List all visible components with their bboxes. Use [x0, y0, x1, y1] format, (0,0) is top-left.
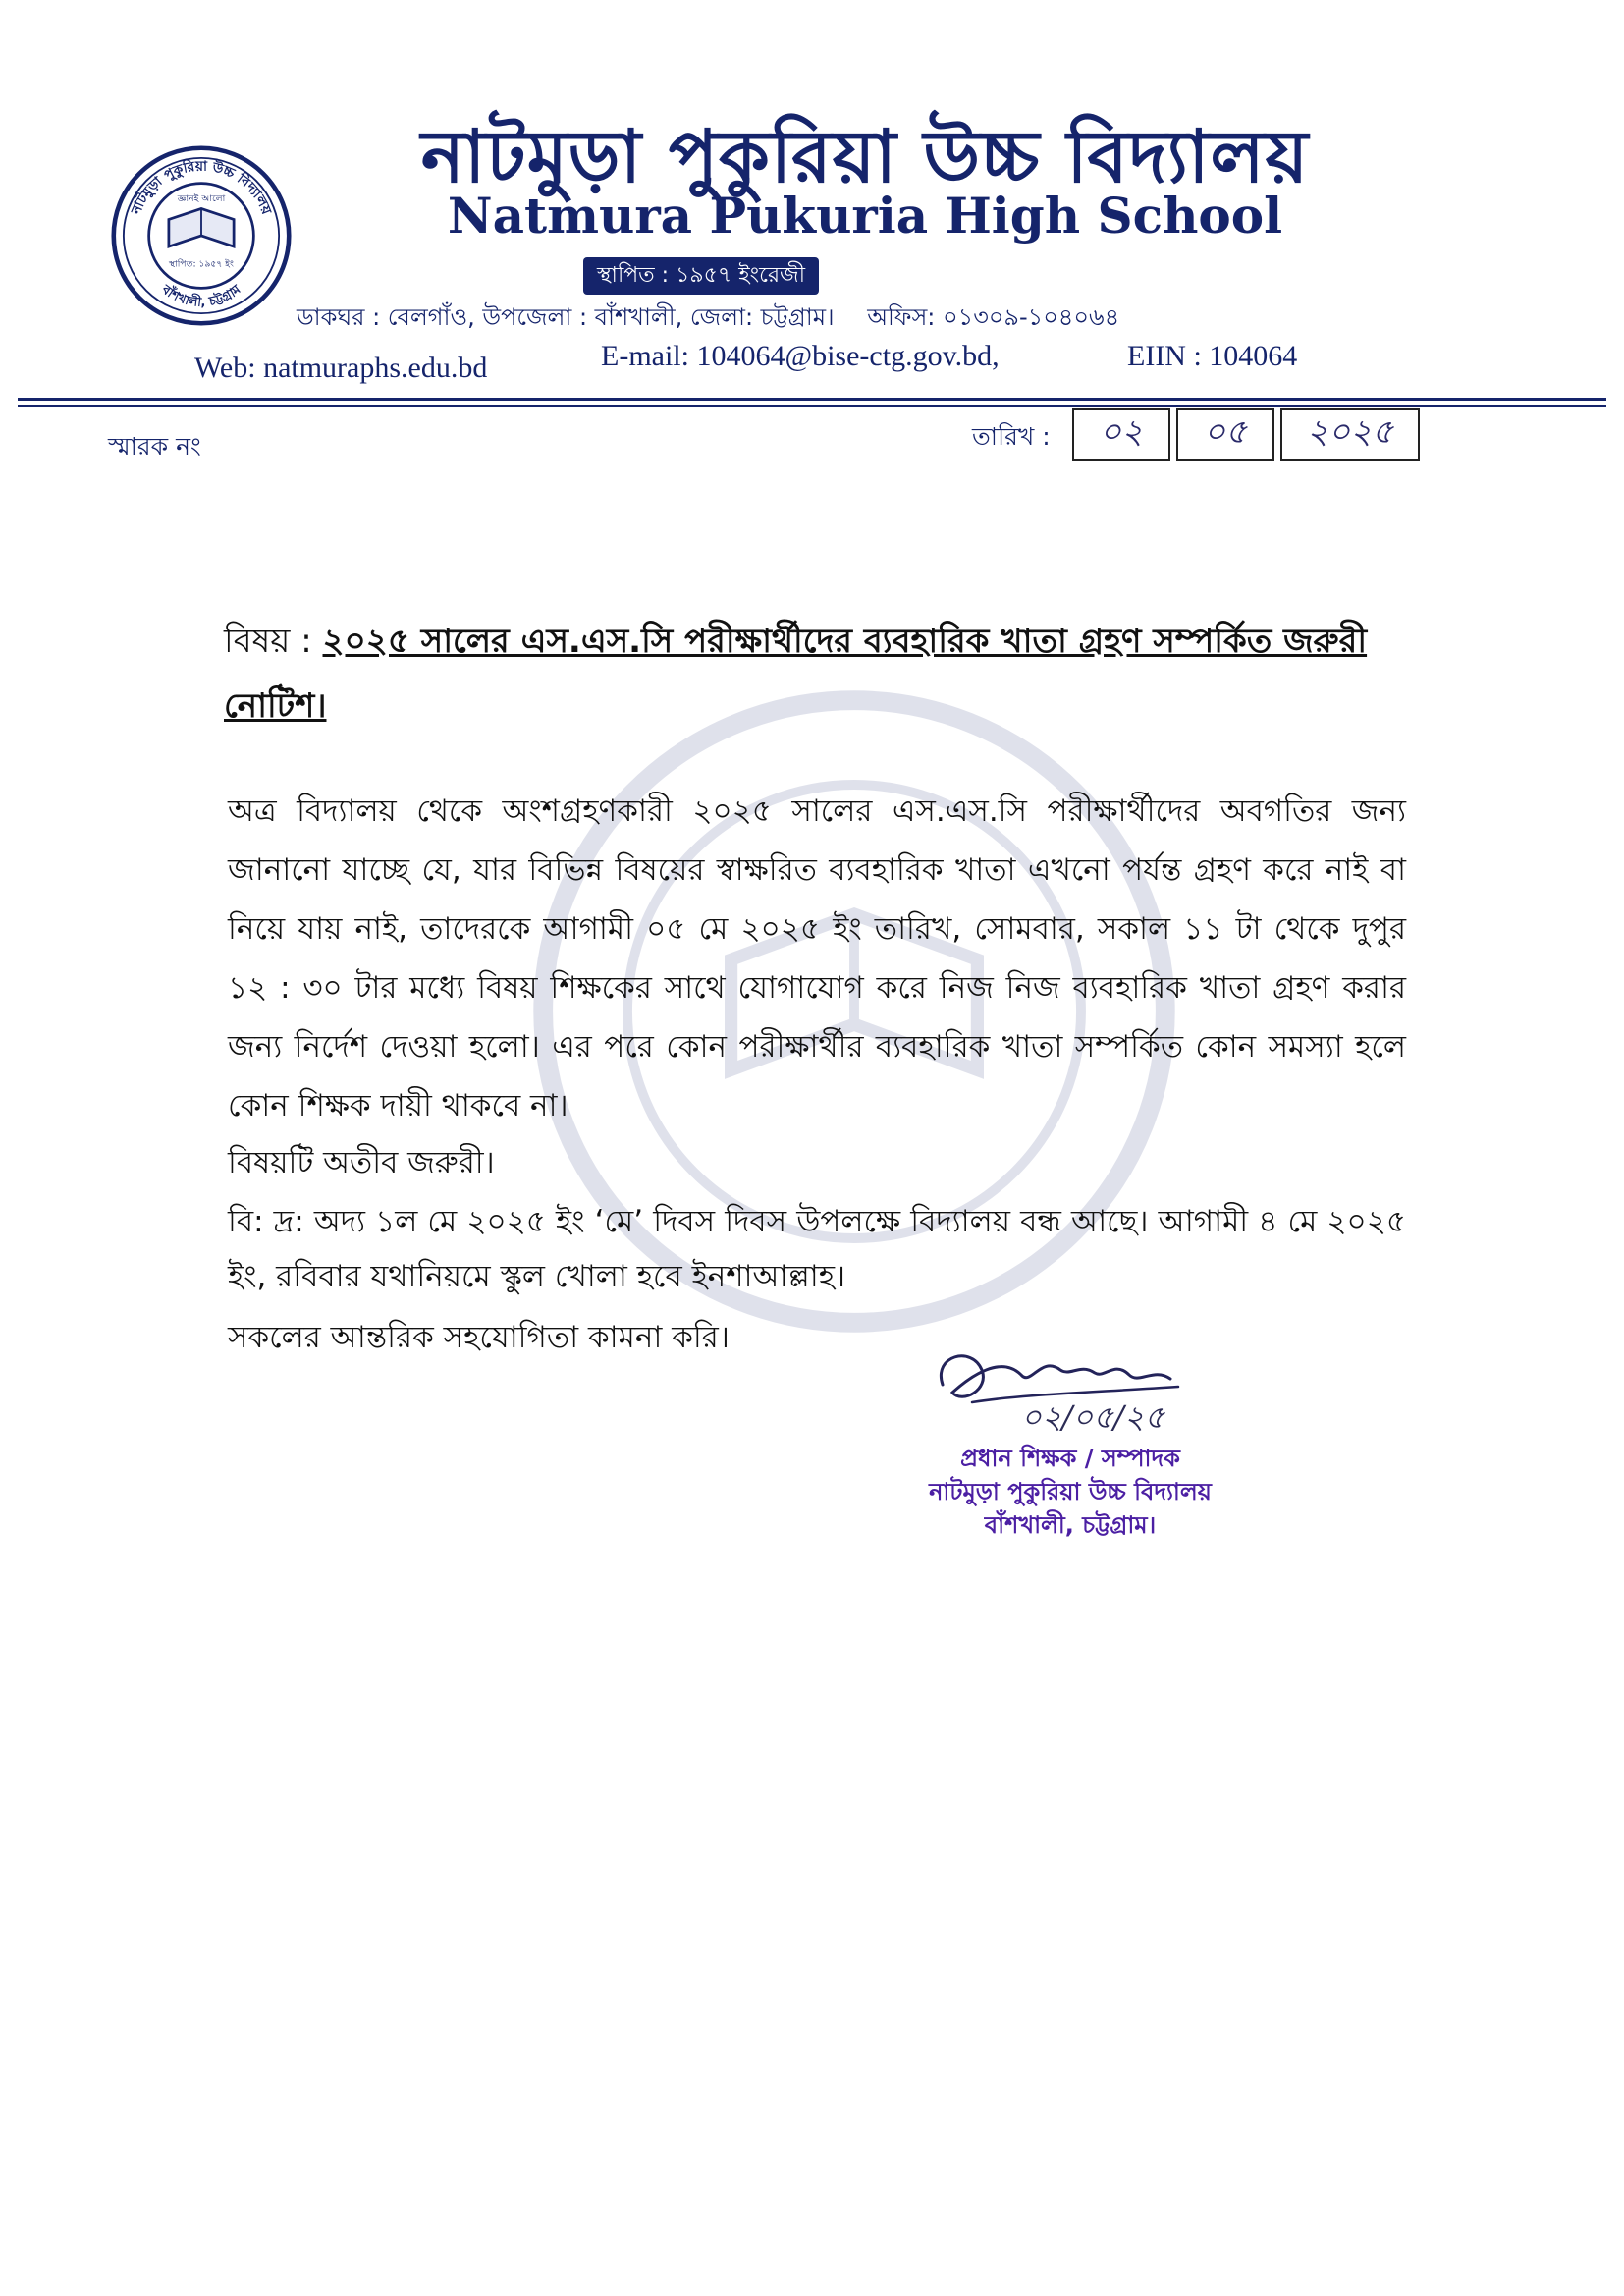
- stamp-school: নাটমুড়া পুকুরিয়া উচ্চ বিদ্যালয়: [929, 1478, 1212, 1505]
- subject-label: বিষয় :: [224, 622, 312, 661]
- notice-body: অত্র বিদ্যালয় থেকে অংশগ্রহণকারী ২০২৫ সালের এস.এস.সি পরীক্ষার্থীদের অবগতির জন্য জানানো যাচ্ছে যে, যার বিভিন্ন বিষয়ের স্বাক্ষরিত ব্যবহারিক খাতা এখনো পর্যন্ত গ্রহণ করে নাই বা নিয়ে যায় নাই, তাদেরকে আগামী ০৫ মে ২০২৫ ইং তারিখ, সোমবার, সকাল ১১ টা থেকে দুপুর ১২ : ৩০ টার মধ্যে বিষয় শিক্ষকের সাথে যোগাযোগ করে নিজ নিজ ব্যবহারিক খাতা গ্রহণ করার জন্য নির্দেশ দেওয়া হলো। এর পরে কোন পরীক্ষার্থীর ব্যবহারিক খাতা সম্পর্কিত কোন সমস্যা হলে কোন শিক্ষক দায়ী থাকবে না।: [228, 793, 1406, 1123]
- date-day: ০২: [1072, 408, 1170, 461]
- stamp-designation: প্রধান শিক্ষক / সম্পাদক: [960, 1445, 1180, 1472]
- subject-text: ২০২৫ সালের এস.এস.সি পরীক্ষার্থীদের ব্যবহারিক খাতা গ্রহণ সম্পর্কিত জরুরী নোটিশ।: [224, 622, 1368, 726]
- school-name-bangla: নাটমুড়া পুকুরিয়া উচ্চ বিদ্যালয়: [420, 115, 1310, 199]
- official-stamp: [884, 1442, 1257, 1542]
- logo-text-bottom: বাঁশখালী, চট্টগ্রাম: [158, 282, 244, 311]
- address-line: [297, 300, 1119, 339]
- stamp-location: বাঁশখালী, চট্টগ্রাম।: [984, 1511, 1157, 1539]
- memo-number-label: স্মারক নং: [108, 432, 201, 461]
- logo-text-top: নাটমুড়া পুকুরিয়া উচ্চ বিদ্যালয়: [128, 158, 275, 217]
- postal-address: ডাকঘর : বেলগাঁও, উপজেলা : বাঁশখালী, জেলা: চট্টগ্রাম।: [297, 303, 835, 331]
- established-badge: স্থাপিত : ১৯৫৭ ইংরেজী: [583, 257, 819, 295]
- subject-line: [224, 609, 1412, 738]
- website: Web: natmuraphs.edu.bd: [194, 352, 488, 384]
- date-label: তারিখ :: [972, 422, 1051, 451]
- closing-line: সকলের আন্তরিক সহযোগিতা কামনা করি।: [228, 1320, 730, 1355]
- email: E-mail: 104064@bise-ctg.gov.bd,: [601, 340, 1000, 372]
- header-divider: [18, 398, 1606, 401]
- logo-estd: স্থাপিত: ১৯৫৭ ইং: [168, 258, 235, 270]
- signature-date: ০২/০৫/২৫: [1021, 1398, 1165, 1436]
- office-phone: অফিস: ০১৩০৯-১০৪০৬৪: [867, 303, 1120, 331]
- note-paragraph: বি: দ্র: অদ্য ১ল মে ২০২৫ ইং ‘মে’ দিবস দিবস উপলক্ষে বিদ্যালয় বন্ধ আছে। আগামী ৪ মে ২০২৫ ইং, রবিবার যথানিয়মে স্কুল খোলা হবে ইনশাআল্লাহ।: [228, 1204, 1406, 1294]
- date-year: ২০২৫: [1280, 408, 1420, 461]
- school-name-english: Natmura Pukuria High School: [447, 187, 1283, 245]
- logo-motto: জ্ঞানই আলো: [177, 193, 226, 205]
- school-logo: [111, 145, 292, 326]
- eiin-number: EIIN : 104064: [1127, 340, 1298, 372]
- date-boxes: [1072, 408, 1426, 461]
- date-month: ০৫: [1176, 408, 1274, 461]
- urgent-line: বিষয়টি অতীব জরুরী।: [228, 1145, 495, 1180]
